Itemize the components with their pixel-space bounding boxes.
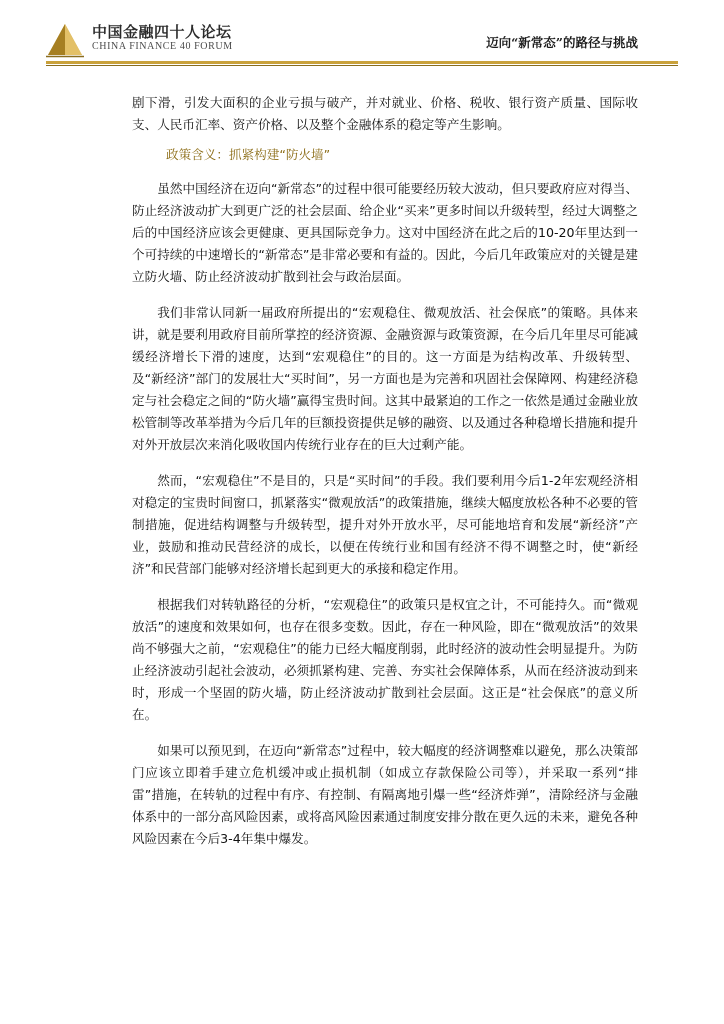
- pyramid-logo-icon: [46, 22, 84, 58]
- logo-chinese-name: 中国金融四十人论坛: [92, 23, 232, 41]
- section-heading: 政策含义：抓紧构建“防火墙”: [166, 147, 331, 162]
- paragraph-continued: 剧下滑，引发大面积的企业亏损与破产，并对就业、价格、税收、银行资产质量、国际收支、人民币汇率、资产价格、以及整个金融体系的稳定等产生影响。: [132, 95, 638, 132]
- logo-english-name: CHINA FINANCE 40 FORUM: [92, 41, 233, 52]
- paragraph: 如果可以预见到，在迈向“新常态”过程中，较大幅度的经济调整难以避免，那么决策部门应该立即着手建立危机缓冲或止损机制（如成立存款保险公司等），并采取一系列“排雷”措施，在转轨的过程中有序、有控制、有隔离地引爆一些“经济炸弹”，清除经济与金融体系中的一部分高风险因素，或将高风险因素通过制度安排分散在更久远的未来，避免各种风险因素在今后3-4年集中爆发。: [132, 743, 638, 846]
- header-rule: [46, 61, 678, 64]
- header-rule-thin: [46, 65, 678, 66]
- paragraph: 虽然中国经济在迈向“新常态”的过程中很可能要经历较大波动，但只要政府应对得当、防止经济波动扩大到更广泛的社会层面、给企业“买来”更多时间以升级转型，经过大调整之后的中国经济应该会更健康、更具国际竞争力。这对中国经济在此之后的10-20年里达到一个可持续的中速增长的“新常态”是非常必要和有益的。因此，今后几年政策应对的关键是建立防火墙、防止经济波动扩散到社会与政治层面。: [132, 181, 638, 284]
- page-header: [0, 0, 724, 70]
- running-title: 迈向“新常态”的路径与挑战: [486, 35, 638, 50]
- paragraph: 然而，“宏观稳住”不是目的，只是“买时间”的手段。我们要利用今后1-2年宏观经济相对稳定的宝贵时间窗口，抓紧落实“微观放活”的政策措施，继续大幅度放松各种不必要的管制措施，促进结构调整与升级转型，提升对外开放水平，尽可能地培育和发展“新经济”产业，鼓励和推动民营经济的成长，以便在传统行业和国有经济不得不调整之时，使“新经济”和民营部门能够对经济增长起到更大的承接和稳定作用。: [132, 473, 638, 576]
- paragraph: 我们非常认同新一届政府所提出的“宏观稳住、微观放活、社会保底”的策略。具体来讲，就是要利用政府目前所掌控的经济资源、金融资源与政策资源，在今后几年里尽可能减缓经济增长下滑的速度，达到“宏观稳住”的目的。这一方面是为结构改革、升级转型、及“新经济”部门的发展壮大“买时间”，另一方面也是为完善和巩固社会保障网、构建经济稳定与社会稳定之间的“防火墙”赢得宝贵时间。这其中最紧迫的工作之一依然是通过金融业放松管制等改革举措为今后几年的巨额投资提供足够的融资、以及通过各种稳增长措施和提升对外开放层次来消化吸收国内传统行业存在的巨大过剩产能。: [132, 305, 638, 452]
- paragraph: 根据我们对转轨路径的分析，“宏观稳住”的政策只是权宜之计，不可能持久。而“微观放活”的速度和效果如何，也存在很多变数。因此，存在一种风险，即在“微观放活”的效果尚不够强大之前，“宏观稳住”的能力已经大幅度削弱，此时经济的波动性会明显提升。为防止经济波动引起社会波动，必须抓紧构建、完善、夯实社会保障体系，从而在经济波动到来时，形成一个坚固的防火墙，防止经济波动扩散到社会层面。这正是“社会保底”的意义所在。: [132, 597, 638, 722]
- document-body: [132, 92, 638, 864]
